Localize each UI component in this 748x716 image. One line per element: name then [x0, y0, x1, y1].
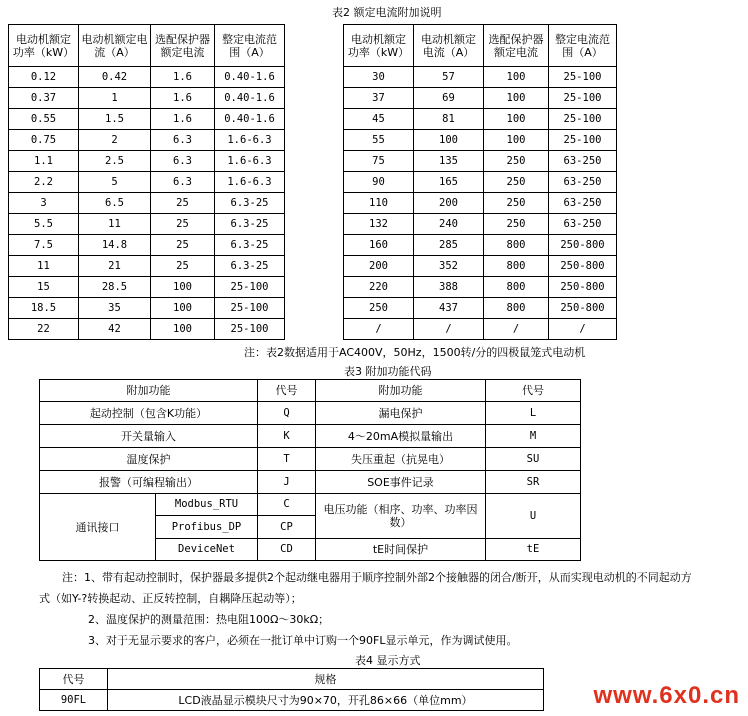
table-row: [9, 172, 285, 193]
header-cell: 电动机额定电流（A）: [414, 25, 484, 67]
table-cell: 0.40-1.6: [215, 109, 285, 130]
table-row: [344, 172, 617, 193]
table3-header-code2: 代号: [486, 380, 581, 402]
table-cell: 200: [414, 193, 484, 214]
code-cell: L: [486, 402, 581, 425]
watermark-text: www.6x0.cn: [593, 682, 740, 709]
table3-header-func1: 附加功能: [40, 380, 258, 402]
code-cell: CD: [258, 539, 316, 561]
table-row: [344, 151, 617, 172]
note-line-4: 3、对于无显示要求的客户，必须在一批订单中订购一个90FL显示单元，作为调试使用。: [88, 634, 518, 647]
table3-title: 表3 附加功能代码: [344, 365, 432, 378]
table-cell: 42: [79, 319, 151, 340]
table-cell: 11: [79, 214, 151, 235]
func-cell: 失压重起（抗晃电）: [316, 448, 486, 471]
table3: [39, 379, 581, 561]
table-cell: 25-100: [549, 67, 617, 88]
table-cell: 100: [151, 319, 215, 340]
func-cell: 4～20mA模拟量输出: [316, 425, 486, 448]
table-row: [344, 298, 617, 319]
table2-left-header-row: [9, 25, 285, 67]
code-cell: J: [258, 471, 316, 494]
table-row: [344, 214, 617, 235]
table-cell: 0.42: [79, 67, 151, 88]
code-cell: K: [258, 425, 316, 448]
table-cell: 6.3: [151, 151, 215, 172]
te-code-cell: tE: [486, 539, 581, 561]
table-row: [9, 319, 285, 340]
table-cell: 45: [344, 109, 414, 130]
table-cell: 2: [79, 130, 151, 151]
table-cell: 28.5: [79, 277, 151, 298]
table-cell: 1.6: [151, 109, 215, 130]
table3-header-func2: 附加功能: [316, 380, 486, 402]
table-cell: 0.37: [9, 88, 79, 109]
func-cell: 温度保护: [40, 448, 258, 471]
table-cell: /: [549, 319, 617, 340]
table3-row: [40, 471, 581, 494]
protocol-cell: Profibus_DP: [156, 516, 258, 539]
table-cell: 11: [9, 256, 79, 277]
table-row: [344, 277, 617, 298]
table-cell: 25-100: [549, 130, 617, 151]
voltage-func-cell: 电压功能（相序、功率、功率因数）: [316, 494, 486, 539]
table3-header-code1: 代号: [258, 380, 316, 402]
protocol-cell: DeviceNet: [156, 539, 258, 561]
table-cell: 1.6-6.3: [215, 130, 285, 151]
display-spec-cell: LCD液晶显示模块尺寸为90×70，开孔86×66（单位mm）: [108, 690, 544, 711]
table-cell: 6.3-25: [215, 214, 285, 235]
table2-right: [343, 24, 617, 340]
func-cell: SOE事件记录: [316, 471, 486, 494]
table-cell: 160: [344, 235, 414, 256]
code-cell: CP: [258, 516, 316, 539]
table-cell: 100: [484, 67, 549, 88]
table-cell: 25-100: [215, 298, 285, 319]
code-cell: SR: [486, 471, 581, 494]
table-cell: /: [344, 319, 414, 340]
func-cell: 开关量输入: [40, 425, 258, 448]
table-cell: 100: [484, 130, 549, 151]
table-cell: 25: [151, 235, 215, 256]
table2-note: 注：表2数据适用于AC400V，50Hz，1500转/分的四极鼠笼式电动机: [244, 346, 586, 359]
header-cell: 电动机额定功率（kW）: [9, 25, 79, 67]
table-cell: 25-100: [549, 109, 617, 130]
voltage-code-cell: U: [486, 494, 581, 539]
table-cell: 25: [151, 193, 215, 214]
table3-comm-row: [40, 494, 581, 516]
func-cell: 报警（可编程输出）: [40, 471, 258, 494]
table-cell: 63-250: [549, 151, 617, 172]
protocol-cell: Modbus_RTU: [156, 494, 258, 516]
code-cell: Q: [258, 402, 316, 425]
table-cell: 35: [79, 298, 151, 319]
table-cell: 200: [344, 256, 414, 277]
table-cell: 1.6: [151, 88, 215, 109]
display-code-cell: 90FL: [40, 690, 108, 711]
table-row: [9, 277, 285, 298]
table-cell: 800: [484, 298, 549, 319]
table-cell: 0.40-1.6: [215, 88, 285, 109]
table-cell: 800: [484, 235, 549, 256]
table-cell: 25-100: [215, 277, 285, 298]
table4-title: 表4 显示方式: [355, 654, 421, 667]
table-row: [9, 109, 285, 130]
table-cell: 240: [414, 214, 484, 235]
table-cell: 250-800: [549, 235, 617, 256]
table-row: [344, 109, 617, 130]
table-cell: /: [484, 319, 549, 340]
note-line-1: 注：1、带有起动控制时，保护器最多提供2个起动继电器用于顺序控制外部2个接触器的闭合/断开，从而实现电动机的不同起动方: [62, 571, 692, 584]
table-cell: 1.6-6.3: [215, 151, 285, 172]
table-cell: 3: [9, 193, 79, 214]
table4-header-spec: 规格: [108, 669, 544, 690]
table-cell: 5: [79, 172, 151, 193]
table-cell: 132: [344, 214, 414, 235]
table-cell: 110: [344, 193, 414, 214]
table-cell: 6.3-25: [215, 235, 285, 256]
table-cell: 6.3-25: [215, 193, 285, 214]
header-cell: 选配保护器额定电流: [484, 25, 549, 67]
table-row: [9, 151, 285, 172]
table-cell: 6.3: [151, 130, 215, 151]
table-row: [9, 193, 285, 214]
table-row: [9, 256, 285, 277]
table-cell: /: [414, 319, 484, 340]
table-cell: 250-800: [549, 298, 617, 319]
table-cell: 100: [414, 130, 484, 151]
table3-row: [40, 402, 581, 425]
table-cell: 18.5: [9, 298, 79, 319]
table-cell: 1.5: [79, 109, 151, 130]
table-cell: 2.2: [9, 172, 79, 193]
table-cell: 55: [344, 130, 414, 151]
table-cell: 90: [344, 172, 414, 193]
table-cell: 165: [414, 172, 484, 193]
table-row: [9, 130, 285, 151]
table-row: [344, 130, 617, 151]
table-cell: 75: [344, 151, 414, 172]
func-cell: 漏电保护: [316, 402, 486, 425]
header-cell: 电动机额定电流（A）: [79, 25, 151, 67]
table-row: [344, 256, 617, 277]
table-cell: 14.8: [79, 235, 151, 256]
note-line-3: 2、温度保护的测量范围：热电阻100Ω～30kΩ；: [88, 613, 330, 626]
code-cell: SU: [486, 448, 581, 471]
table4-header-row: [40, 669, 544, 690]
table4-row: [40, 690, 544, 711]
header-cell: 选配保护器额定电流: [151, 25, 215, 67]
table-row: [344, 88, 617, 109]
table-cell: 25: [151, 256, 215, 277]
table-cell: 1.6: [151, 67, 215, 88]
table-cell: 37: [344, 88, 414, 109]
header-cell: 整定电流范围（A）: [215, 25, 285, 67]
table-row: [9, 235, 285, 256]
table-cell: 0.12: [9, 67, 79, 88]
watermark-logo: [594, 682, 741, 710]
table-cell: 800: [484, 277, 549, 298]
table-row: [344, 319, 617, 340]
comm-interface-label: 通讯接口: [40, 494, 156, 561]
table-cell: 6.3-25: [215, 256, 285, 277]
table-cell: 2.5: [79, 151, 151, 172]
table-cell: 352: [414, 256, 484, 277]
table2-right-header-row: [344, 25, 617, 67]
table-cell: 100: [484, 88, 549, 109]
table-cell: 30: [344, 67, 414, 88]
table-row: [9, 88, 285, 109]
table-row: [9, 67, 285, 88]
table-cell: 22: [9, 319, 79, 340]
table-cell: 25-100: [215, 319, 285, 340]
table-row: [344, 235, 617, 256]
table3-row: [40, 448, 581, 471]
table-cell: 1.6-6.3: [215, 172, 285, 193]
table-cell: 1.1: [9, 151, 79, 172]
table-cell: 6.5: [79, 193, 151, 214]
table3-row: [40, 425, 581, 448]
func-cell: 起动控制（包含K功能）: [40, 402, 258, 425]
table4: [39, 668, 544, 711]
table-cell: 63-250: [549, 193, 617, 214]
table-cell: 250: [344, 298, 414, 319]
table2-title: 表2 额定电流附加说明: [332, 6, 442, 19]
code-cell: M: [486, 425, 581, 448]
table-cell: 220: [344, 277, 414, 298]
table-cell: 250: [484, 193, 549, 214]
table-row: [9, 214, 285, 235]
table-cell: 250: [484, 214, 549, 235]
te-func-cell: tE时间保护: [316, 539, 486, 561]
code-cell: T: [258, 448, 316, 471]
table-cell: 250: [484, 172, 549, 193]
table-cell: 63-250: [549, 172, 617, 193]
table-cell: 285: [414, 235, 484, 256]
table-row: [9, 298, 285, 319]
table-cell: 25-100: [549, 88, 617, 109]
table-cell: 63-250: [549, 214, 617, 235]
table-cell: 135: [414, 151, 484, 172]
table-cell: 800: [484, 256, 549, 277]
table-cell: 437: [414, 298, 484, 319]
note-line-2: 式（如Y-?转换起动、正反转控制，自耦降压起动等）；: [39, 592, 302, 605]
table-cell: 250-800: [549, 256, 617, 277]
table-cell: 5.5: [9, 214, 79, 235]
table-cell: 250: [484, 151, 549, 172]
table-cell: 100: [151, 298, 215, 319]
header-cell: 电动机额定功率（kW）: [344, 25, 414, 67]
header-cell: 整定电流范围（A）: [549, 25, 617, 67]
table-cell: 0.55: [9, 109, 79, 130]
table-cell: 7.5: [9, 235, 79, 256]
code-cell: C: [258, 494, 316, 516]
table-row: [344, 67, 617, 88]
table-cell: 81: [414, 109, 484, 130]
table4-header-code: 代号: [40, 669, 108, 690]
table-cell: 21: [79, 256, 151, 277]
table-cell: 100: [484, 109, 549, 130]
table-cell: 6.3: [151, 172, 215, 193]
table-cell: 0.75: [9, 130, 79, 151]
table-cell: 250-800: [549, 277, 617, 298]
table-cell: 15: [9, 277, 79, 298]
table-cell: 100: [151, 277, 215, 298]
table2-left: [8, 24, 285, 340]
table-cell: 0.40-1.6: [215, 67, 285, 88]
table-row: [344, 193, 617, 214]
table3-header-row: [40, 380, 581, 402]
table-cell: 69: [414, 88, 484, 109]
table-cell: 25: [151, 214, 215, 235]
table-cell: 1: [79, 88, 151, 109]
table-cell: 57: [414, 67, 484, 88]
table-cell: 388: [414, 277, 484, 298]
